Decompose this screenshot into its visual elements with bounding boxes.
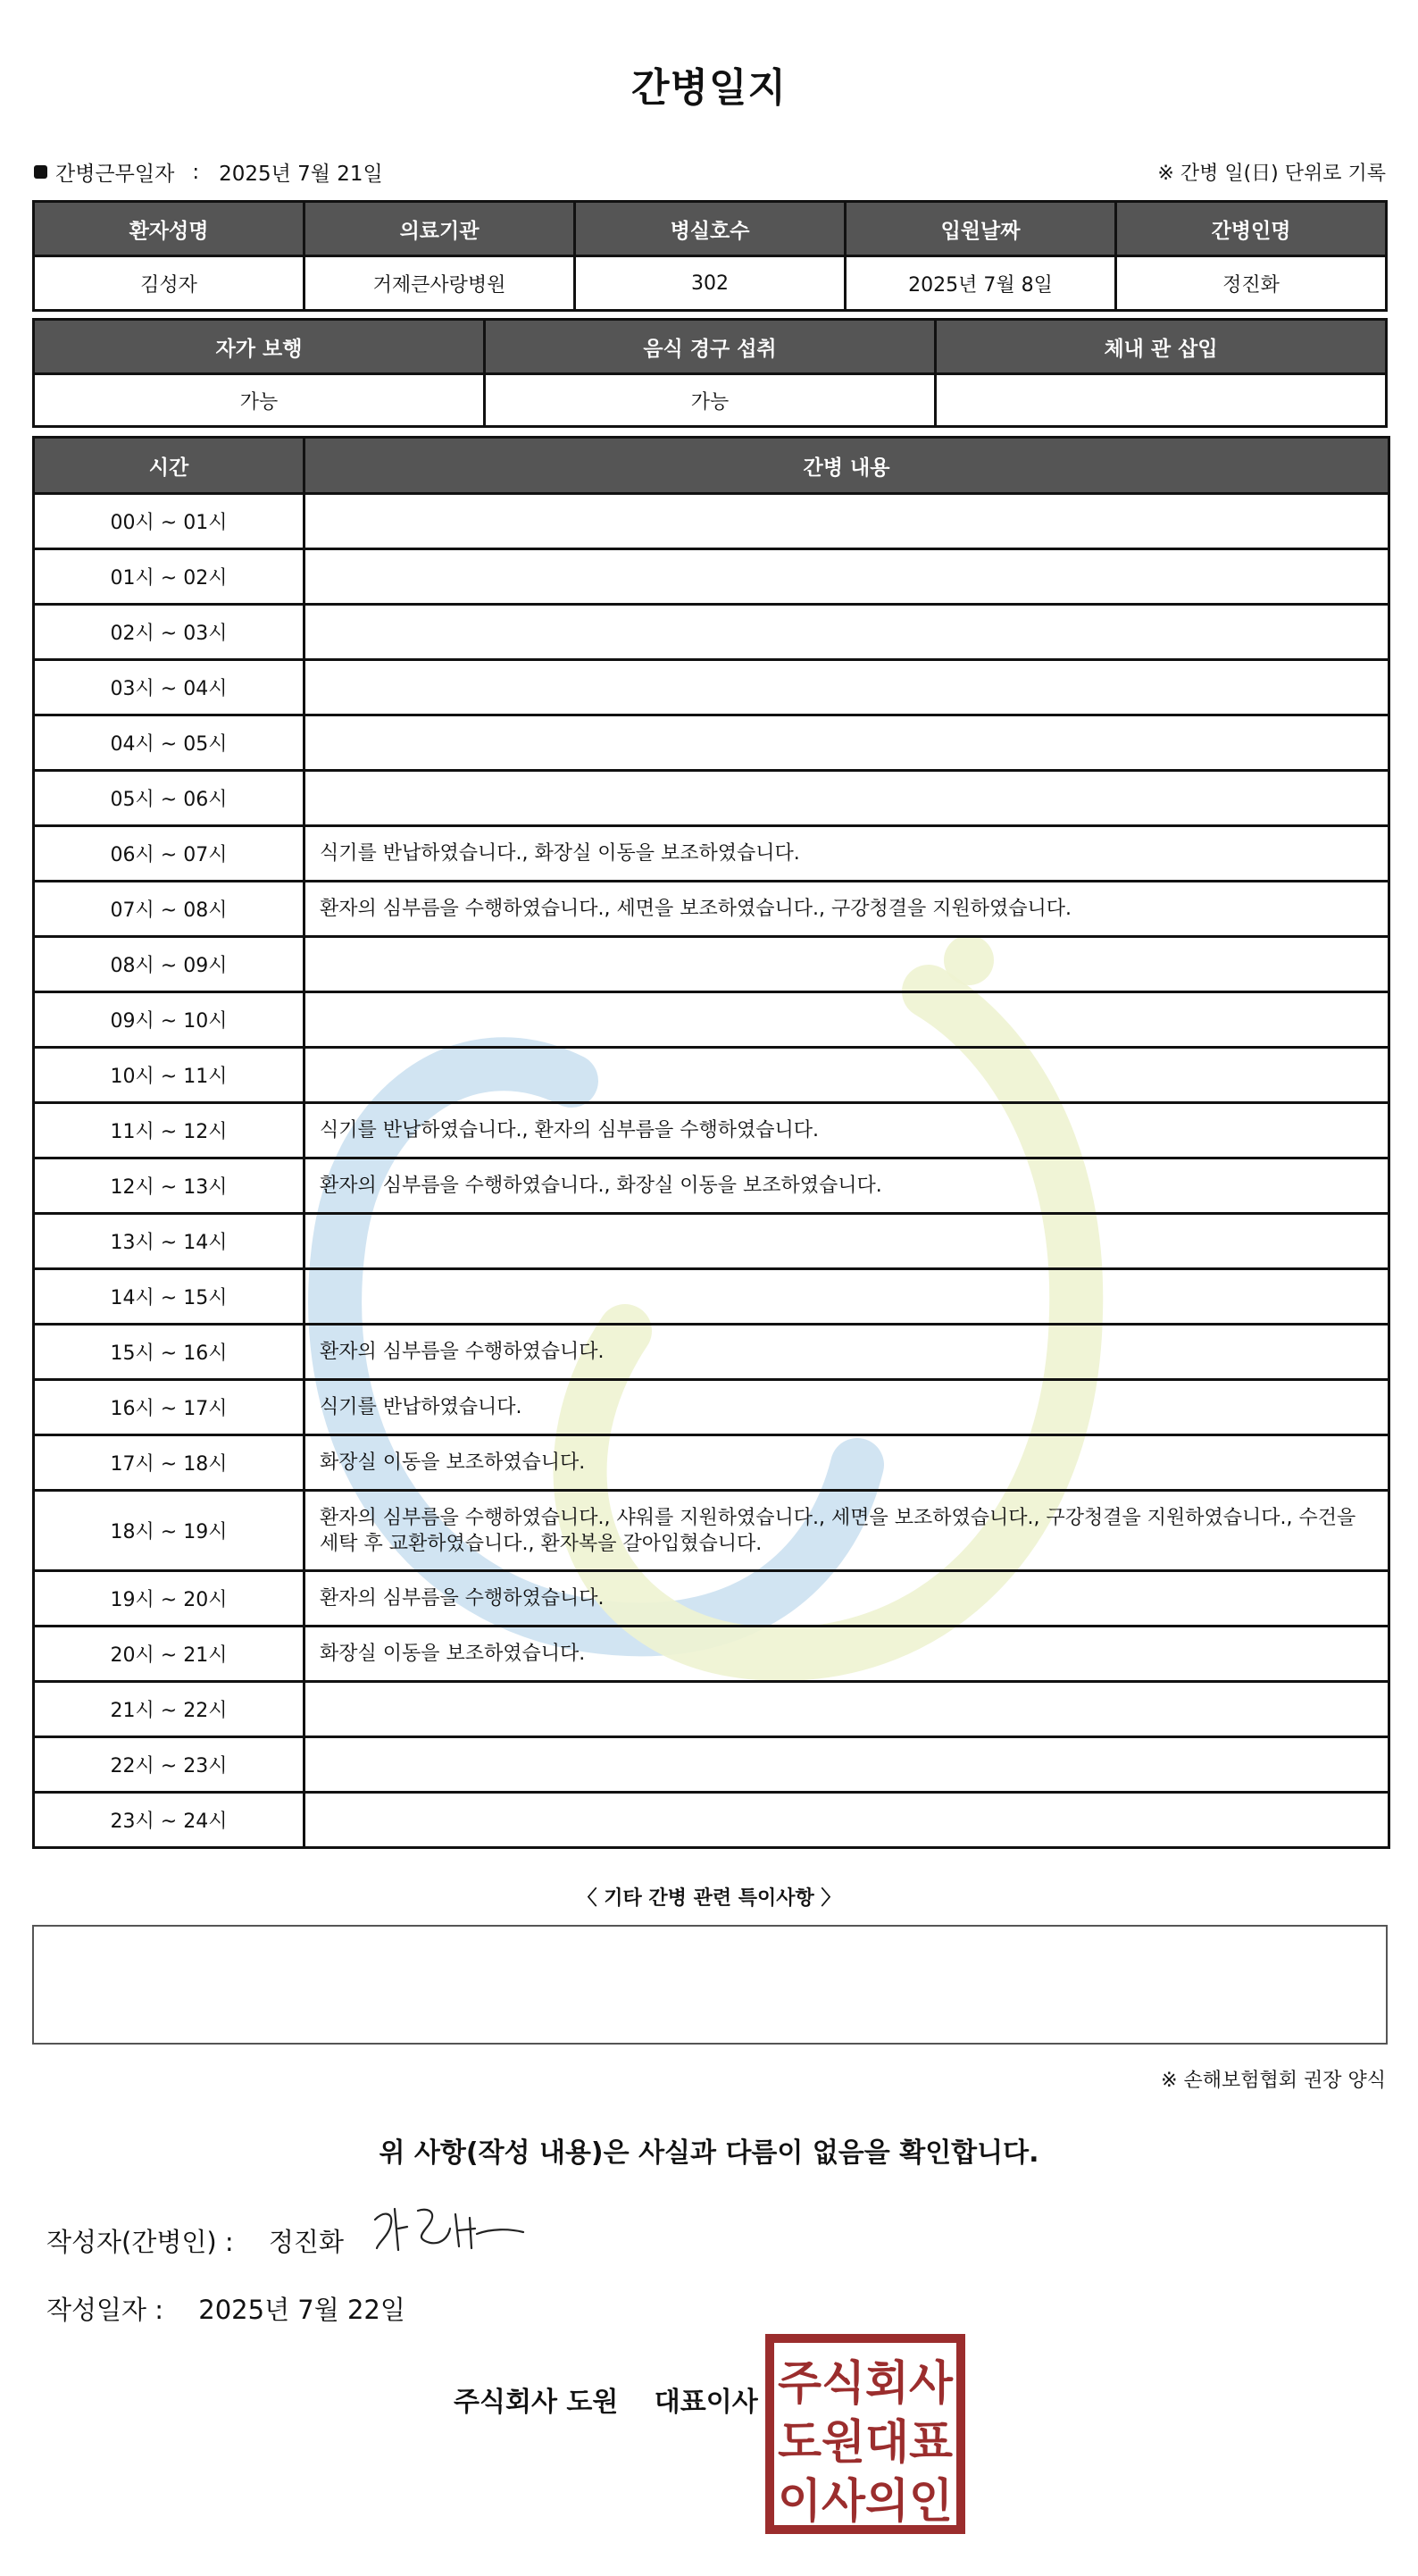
log-content-cell (304, 715, 1389, 771)
log-time-cell: 11시 ~ 12시 (34, 1103, 304, 1158)
tube-header: 체내 관 삽입 (936, 320, 1387, 374)
log-content-cell (304, 992, 1389, 1048)
patient-info-value-row (34, 256, 1387, 311)
log-content-cell: 환자의 심부름을 수행하였습니다. (304, 1571, 1389, 1627)
log-content-cell (304, 1682, 1389, 1737)
log-time-cell: 04시 ~ 05시 (34, 715, 304, 771)
write-date-label: 작성일자 : (46, 2295, 164, 2325)
time-header: 시간 (34, 438, 304, 494)
care-log-row (34, 1793, 1389, 1848)
log-time-cell: 12시 ~ 13시 (34, 1158, 304, 1214)
room-value: 302 (575, 256, 846, 311)
care-log-row (34, 1491, 1389, 1571)
care-log-row (34, 771, 1389, 826)
work-date-row (34, 157, 383, 187)
log-time-cell: 19시 ~ 20시 (34, 1571, 304, 1627)
log-time-cell: 08시 ~ 09시 (34, 937, 304, 992)
log-time-cell: 06시 ~ 07시 (34, 826, 304, 882)
signature (366, 2193, 527, 2264)
company-row (454, 2379, 758, 2419)
log-content-cell (304, 1048, 1389, 1103)
log-time-cell: 21시 ~ 22시 (34, 1682, 304, 1737)
walking-header: 자가 보행 (34, 320, 485, 374)
log-content-cell (304, 771, 1389, 826)
log-time-cell: 05시 ~ 06시 (34, 771, 304, 826)
room-header: 병실호수 (575, 202, 846, 256)
log-content-cell (304, 937, 1389, 992)
bullet-icon (34, 165, 47, 179)
care-log-row (34, 660, 1389, 715)
care-log-row (34, 826, 1389, 882)
care-log-row (34, 1682, 1389, 1737)
status-header-row (34, 320, 1387, 374)
care-log-row (34, 1158, 1389, 1214)
log-content-cell: 환자의 심부름을 수행하였습니다., 세면을 보조하였습니다., 구강청결을 지원하였습니다. (304, 882, 1389, 937)
patient-name-value: 김성자 (34, 256, 304, 311)
hospital-header: 의료기관 (304, 202, 575, 256)
log-time-cell: 00시 ~ 01시 (34, 494, 304, 549)
log-content-cell: 식기를 반납하였습니다., 환자의 심부름을 수행하였습니다. (304, 1103, 1389, 1158)
care-log-row (34, 937, 1389, 992)
care-log-row (34, 882, 1389, 937)
writer-label: 작성자(간병인) : (46, 2227, 234, 2257)
care-log-table (32, 436, 1390, 1849)
care-log-body (34, 494, 1389, 1848)
log-time-cell: 02시 ~ 03시 (34, 605, 304, 660)
hospital-value: 거제큰사랑병원 (304, 256, 575, 311)
log-content-cell (304, 1793, 1389, 1848)
confirmation-statement: 위 사항(작성 내용)은 사실과 다름이 없음을 확인합니다. (379, 2137, 1039, 2169)
write-date-row (46, 2290, 405, 2327)
log-time-cell: 15시 ~ 16시 (34, 1325, 304, 1380)
log-time-cell: 13시 ~ 14시 (34, 1214, 304, 1269)
log-time-cell: 23시 ~ 24시 (34, 1793, 304, 1848)
work-date-label: 간병근무일자 (55, 163, 175, 186)
content-header: 간병 내용 (304, 438, 1389, 494)
status-info-table (32, 318, 1388, 428)
care-log-row (34, 992, 1389, 1048)
log-time-cell: 17시 ~ 18시 (34, 1435, 304, 1491)
log-content-cell: 화장실 이동을 보조하였습니다. (304, 1627, 1389, 1682)
log-content-cell: 화장실 이동을 보조하였습니다. (304, 1435, 1389, 1491)
log-time-cell: 01시 ~ 02시 (34, 549, 304, 605)
work-date-value: 2025년 7월 21일 (219, 163, 383, 186)
log-content-cell (304, 1737, 1389, 1793)
writer-row (46, 2222, 344, 2259)
log-time-cell: 07시 ~ 08시 (34, 882, 304, 937)
log-time-cell: 03시 ~ 04시 (34, 660, 304, 715)
care-log-row (34, 1103, 1389, 1158)
log-time-cell: 18시 ~ 19시 (34, 1491, 304, 1571)
writer-name: 정진화 (268, 2227, 344, 2257)
log-time-cell: 22시 ~ 23시 (34, 1737, 304, 1793)
care-log-row (34, 1571, 1389, 1627)
record-note: ※ 간병 일(日) 단위로 기록 (1157, 163, 1386, 185)
log-content-cell (304, 1269, 1389, 1325)
oral-intake-header: 음식 경구 섭취 (485, 320, 936, 374)
care-log-header-row (34, 438, 1389, 494)
log-content-cell: 환자의 심부름을 수행하였습니다., 화장실 이동을 보조하였습니다. (304, 1158, 1389, 1214)
care-log-row (34, 494, 1389, 549)
log-content-cell (304, 494, 1389, 549)
care-log-row (34, 1627, 1389, 1682)
seal-line-3: 이사의인 (778, 2475, 953, 2529)
oral-intake-value: 가능 (485, 374, 936, 427)
log-time-cell: 20시 ~ 21시 (34, 1627, 304, 1682)
log-content-cell: 환자의 심부름을 수행하였습니다., 샤워를 지원하였습니다., 세면을 보조하였습니다., 구강청결을 지원하였습니다., 수건을 세탁 후 교환하였습니다., 환자복을 갈아입혔습니다. (304, 1491, 1389, 1571)
log-content-cell (304, 1214, 1389, 1269)
care-log-row (34, 605, 1389, 660)
log-time-cell: 09시 ~ 10시 (34, 992, 304, 1048)
remarks-title: 〈 기타 간병 관련 특이사항 〉 (577, 1887, 841, 1910)
admission-date-value: 2025년 7월 8일 (846, 256, 1116, 311)
page-title: 간병일지 (630, 65, 787, 111)
care-log-row (34, 715, 1389, 771)
care-log-row (34, 549, 1389, 605)
patient-name-header: 환자성명 (34, 202, 304, 256)
log-time-cell: 16시 ~ 17시 (34, 1380, 304, 1435)
care-log-row (34, 1214, 1389, 1269)
care-log-row (34, 1737, 1389, 1793)
care-log-row (34, 1048, 1389, 1103)
walking-value: 가능 (34, 374, 485, 427)
seal-line-2: 도원대표 (778, 2416, 953, 2470)
log-content-cell (304, 660, 1389, 715)
ceo-title: 대표이사 (654, 2387, 758, 2418)
care-log-row (34, 1435, 1389, 1491)
log-content-cell (304, 549, 1389, 605)
log-content-cell: 식기를 반납하였습니다., 화장실 이동을 보조하였습니다. (304, 826, 1389, 882)
log-content-cell: 환자의 심부름을 수행하였습니다. (304, 1325, 1389, 1380)
care-log-row (34, 1269, 1389, 1325)
caregiver-header: 간병인명 (1116, 202, 1387, 256)
colon: : (192, 160, 200, 184)
seal-line-1: 주식회사 (778, 2357, 954, 2411)
care-log-row (34, 1380, 1389, 1435)
remarks-box (32, 1925, 1388, 2045)
log-time-cell: 14시 ~ 15시 (34, 1269, 304, 1325)
log-content-cell (304, 605, 1389, 660)
admission-date-header: 입원날짜 (846, 202, 1116, 256)
log-time-cell: 10시 ~ 11시 (34, 1048, 304, 1103)
patient-info-table (32, 200, 1388, 312)
patient-info-header-row (34, 202, 1387, 256)
footnote: ※ 손해보험협회 권장 양식 (1161, 2070, 1386, 2092)
tube-value (936, 374, 1387, 427)
status-value-row (34, 374, 1387, 427)
log-content-cell: 식기를 반납하였습니다. (304, 1380, 1389, 1435)
write-date-value: 2025년 7월 22일 (198, 2295, 405, 2325)
care-log-row (34, 1325, 1389, 1380)
company-seal (764, 2333, 966, 2535)
company-name: 주식회사 도원 (454, 2387, 619, 2418)
caregiver-value: 정진화 (1116, 256, 1387, 311)
